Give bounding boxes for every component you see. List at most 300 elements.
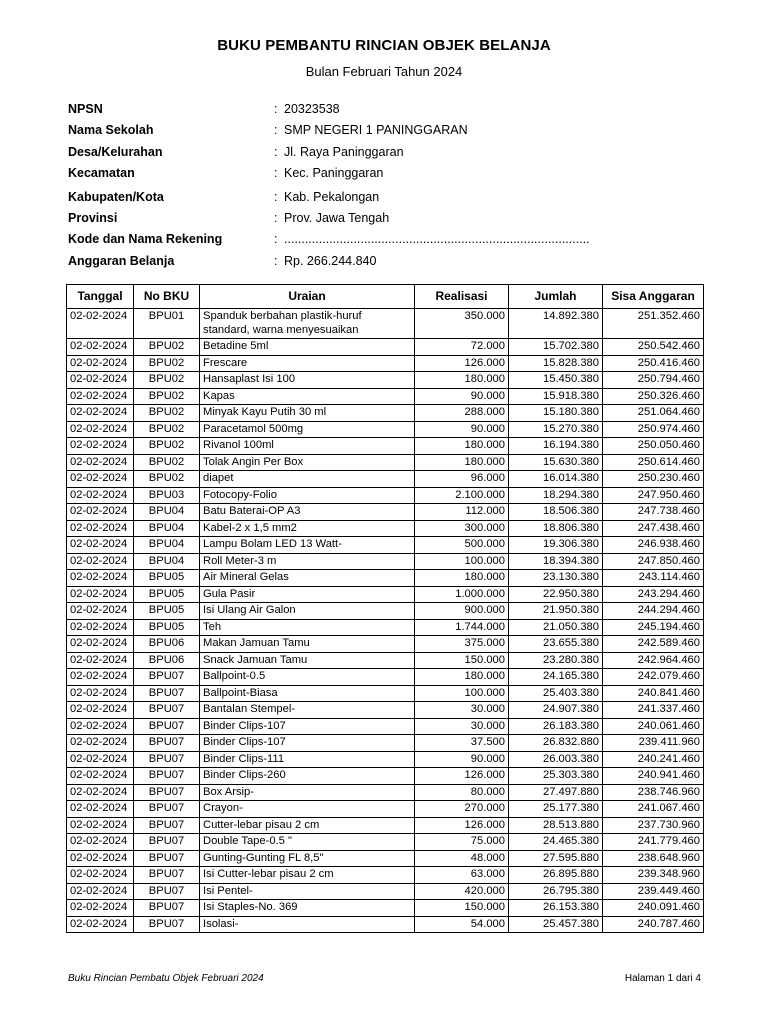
cell-tanggal: 02-02-2024: [67, 553, 134, 570]
cell-jumlah: 26.795.380: [509, 883, 603, 900]
cell-no-bku: BPU06: [134, 652, 200, 669]
cell-tanggal: 02-02-2024: [67, 504, 134, 521]
page-title: BUKU PEMBANTU RINCIAN OBJEK BELANJA: [217, 37, 551, 54]
cell-tanggal: 02-02-2024: [67, 421, 134, 438]
cell-uraian: Binder Clips-107: [200, 718, 415, 735]
cell-jumlah: 26.183.380: [509, 718, 603, 735]
cell-sisa-anggaran: 244.294.460: [603, 603, 704, 620]
cell-realisasi: 900.000: [415, 603, 509, 620]
cell-sisa-anggaran: 239.411.960: [603, 735, 704, 752]
cell-uraian: Isolasi-: [200, 916, 415, 933]
cell-no-bku: BPU07: [134, 718, 200, 735]
cell-uraian: Binder Clips-107: [200, 735, 415, 752]
cell-no-bku: BPU04: [134, 553, 200, 570]
cell-sisa-anggaran: 247.738.460: [603, 504, 704, 521]
cell-sisa-anggaran: 242.079.460: [603, 669, 704, 686]
cell-no-bku: BPU05: [134, 586, 200, 603]
cell-jumlah: 23.280.380: [509, 652, 603, 669]
cell-no-bku: BPU02: [134, 388, 200, 405]
cell-no-bku: BPU07: [134, 784, 200, 801]
cell-uraian: Paracetamol 500mg: [200, 421, 415, 438]
table-row: [67, 438, 704, 455]
cell-no-bku: BPU07: [134, 916, 200, 933]
cell-realisasi: 100.000: [415, 553, 509, 570]
table-row: [67, 652, 704, 669]
cell-realisasi: 288.000: [415, 405, 509, 422]
cell-uraian: Hansaplast Isi 100: [200, 372, 415, 389]
cell-realisasi: 54.000: [415, 916, 509, 933]
cell-jumlah: 28.513.880: [509, 817, 603, 834]
cell-no-bku: BPU02: [134, 339, 200, 356]
cell-sisa-anggaran: 251.352.460: [603, 309, 704, 339]
cell-no-bku: BPU07: [134, 817, 200, 834]
cell-realisasi: 80.000: [415, 784, 509, 801]
cell-jumlah: 16.014.380: [509, 471, 603, 488]
table-row: [67, 751, 704, 768]
info-value: Rp. 266.244.840: [284, 253, 377, 268]
cell-jumlah: 22.950.380: [509, 586, 603, 603]
table-row: [67, 900, 704, 917]
cell-jumlah: 18.394.380: [509, 553, 603, 570]
cell-jumlah: 24.165.380: [509, 669, 603, 686]
info-value: Kab. Pekalongan: [284, 189, 380, 204]
cell-sisa-anggaran: 247.950.460: [603, 487, 704, 504]
table-row: [67, 768, 704, 785]
info-row: [68, 187, 668, 208]
cell-sisa-anggaran: 250.050.460: [603, 438, 704, 455]
cell-no-bku: BPU02: [134, 421, 200, 438]
table-row: [67, 586, 704, 603]
cell-jumlah: 25.403.380: [509, 685, 603, 702]
cell-jumlah: 15.270.380: [509, 421, 603, 438]
info-separator: :: [274, 166, 278, 181]
cell-jumlah: 27.497.880: [509, 784, 603, 801]
table-row: [67, 784, 704, 801]
cell-realisasi: 72.000: [415, 339, 509, 356]
cell-realisasi: 90.000: [415, 751, 509, 768]
cell-realisasi: 180.000: [415, 372, 509, 389]
footer-page-number: Halaman 1 dari 4: [624, 973, 701, 984]
cell-sisa-anggaran: 240.787.460: [603, 916, 704, 933]
info-value: Kec. Paninggaran: [284, 166, 384, 181]
cell-tanggal: 02-02-2024: [67, 867, 134, 884]
cell-tanggal: 02-02-2024: [67, 702, 134, 719]
cell-jumlah: 26.832.880: [509, 735, 603, 752]
cell-tanggal: 02-02-2024: [67, 619, 134, 636]
cell-uraian: Lampu Bolam LED 13 Watt-: [200, 537, 415, 554]
cell-tanggal: 02-02-2024: [67, 916, 134, 933]
cell-uraian: Snack Jamuan Tamu: [200, 652, 415, 669]
table-row: [67, 405, 704, 422]
cell-realisasi: 112.000: [415, 504, 509, 521]
cell-uraian: diapet: [200, 471, 415, 488]
cell-sisa-anggaran: 250.416.460: [603, 355, 704, 372]
cell-sisa-anggaran: 241.067.460: [603, 801, 704, 818]
cell-tanggal: 02-02-2024: [67, 355, 134, 372]
table-row: [67, 504, 704, 521]
cell-tanggal: 02-02-2024: [67, 487, 134, 504]
cell-tanggal: 02-02-2024: [67, 685, 134, 702]
cell-uraian: Rivanol 100ml: [200, 438, 415, 455]
cell-realisasi: 63.000: [415, 867, 509, 884]
cell-jumlah: 25.457.380: [509, 916, 603, 933]
info-row: [68, 251, 668, 272]
cell-uraian: Binder Clips-260: [200, 768, 415, 785]
cell-realisasi: 150.000: [415, 652, 509, 669]
cell-jumlah: 16.194.380: [509, 438, 603, 455]
cell-tanggal: 02-02-2024: [67, 603, 134, 620]
cell-jumlah: 24.465.380: [509, 834, 603, 851]
cell-jumlah: 15.702.380: [509, 339, 603, 356]
cell-sisa-anggaran: 245.194.460: [603, 619, 704, 636]
cell-jumlah: 19.306.380: [509, 537, 603, 554]
cell-uraian: Batu Baterai-OP A3: [200, 504, 415, 521]
table-row: [67, 471, 704, 488]
cell-realisasi: 2.100.000: [415, 487, 509, 504]
cell-realisasi: 30.000: [415, 702, 509, 719]
cell-realisasi: 90.000: [415, 421, 509, 438]
table-row: [67, 487, 704, 504]
cell-no-bku: BPU07: [134, 883, 200, 900]
cell-uraian: Gula Pasir: [200, 586, 415, 603]
cell-realisasi: 30.000: [415, 718, 509, 735]
cell-uraian: Spanduk berbahan plastik-huruf standard, warna menyesuaikan: [200, 309, 415, 339]
cell-tanggal: 02-02-2024: [67, 751, 134, 768]
cell-jumlah: 15.450.380: [509, 372, 603, 389]
cell-sisa-anggaran: 250.974.460: [603, 421, 704, 438]
cell-sisa-anggaran: 237.730.960: [603, 817, 704, 834]
info-row: [68, 208, 668, 229]
cell-sisa-anggaran: 241.337.460: [603, 702, 704, 719]
cell-no-bku: BPU02: [134, 454, 200, 471]
cell-sisa-anggaran: 247.438.460: [603, 520, 704, 537]
table-row: [67, 883, 704, 900]
col-header-sisa-anggaran: Sisa Anggaran: [603, 285, 704, 309]
cell-no-bku: BPU02: [134, 438, 200, 455]
cell-realisasi: 500.000: [415, 537, 509, 554]
cell-no-bku: BPU05: [134, 603, 200, 620]
cell-uraian: Frescare: [200, 355, 415, 372]
cell-no-bku: BPU02: [134, 405, 200, 422]
cell-tanggal: 02-02-2024: [67, 768, 134, 785]
cell-realisasi: 150.000: [415, 900, 509, 917]
table-row: [67, 537, 704, 554]
cell-no-bku: BPU04: [134, 504, 200, 521]
cell-no-bku: BPU04: [134, 520, 200, 537]
cell-uraian: Makan Jamuan Tamu: [200, 636, 415, 653]
table-row: [67, 520, 704, 537]
table-row: [67, 339, 704, 356]
col-header-no-bku: No BKU: [134, 285, 200, 309]
cell-sisa-anggaran: 239.348.960: [603, 867, 704, 884]
cell-realisasi: 1.000.000: [415, 586, 509, 603]
cell-jumlah: 24.907.380: [509, 702, 603, 719]
cell-sisa-anggaran: 251.064.460: [603, 405, 704, 422]
cell-tanggal: 02-02-2024: [67, 652, 134, 669]
cell-no-bku: BPU07: [134, 900, 200, 917]
cell-realisasi: 180.000: [415, 438, 509, 455]
cell-sisa-anggaran: 250.230.460: [603, 471, 704, 488]
cell-jumlah: 21.050.380: [509, 619, 603, 636]
cell-no-bku: BPU05: [134, 619, 200, 636]
cell-sisa-anggaran: 238.746.960: [603, 784, 704, 801]
info-row: [68, 142, 668, 163]
cell-sisa-anggaran: 241.779.460: [603, 834, 704, 851]
cell-no-bku: BPU07: [134, 867, 200, 884]
cell-realisasi: 420.000: [415, 883, 509, 900]
table-body: [67, 309, 704, 933]
table-row: [67, 817, 704, 834]
cell-tanggal: 02-02-2024: [67, 537, 134, 554]
cell-sisa-anggaran: 242.589.460: [603, 636, 704, 653]
cell-jumlah: 23.655.380: [509, 636, 603, 653]
cell-tanggal: 02-02-2024: [67, 405, 134, 422]
cell-tanggal: 02-02-2024: [67, 570, 134, 587]
cell-realisasi: 1.744.000: [415, 619, 509, 636]
info-value: ........................................................................................: [284, 232, 590, 247]
table-row: [67, 388, 704, 405]
cell-uraian: Bantalan Stempel-: [200, 702, 415, 719]
cell-jumlah: 15.918.380: [509, 388, 603, 405]
info-label: Desa/Kelurahan: [68, 144, 163, 159]
table-row: [67, 636, 704, 653]
cell-jumlah: 27.595.880: [509, 850, 603, 867]
cell-realisasi: 270.000: [415, 801, 509, 818]
cell-jumlah: 26.153.380: [509, 900, 603, 917]
cell-no-bku: BPU03: [134, 487, 200, 504]
table-row: [67, 801, 704, 818]
cell-uraian: Air Mineral Gelas: [200, 570, 415, 587]
cell-realisasi: 180.000: [415, 454, 509, 471]
cell-no-bku: BPU01: [134, 309, 200, 339]
cell-no-bku: BPU04: [134, 537, 200, 554]
cell-realisasi: 100.000: [415, 685, 509, 702]
cell-uraian: Kapas: [200, 388, 415, 405]
cell-realisasi: 90.000: [415, 388, 509, 405]
table-row: [67, 702, 704, 719]
info-value: Prov. Jawa Tengah: [284, 210, 390, 225]
info-label: Anggaran Belanja: [68, 253, 175, 268]
info-row: [68, 120, 668, 141]
info-row: [68, 229, 668, 250]
cell-tanggal: 02-02-2024: [67, 834, 134, 851]
cell-no-bku: BPU07: [134, 768, 200, 785]
cell-sisa-anggaran: 240.941.460: [603, 768, 704, 785]
info-value: Jl. Raya Paninggaran: [284, 144, 404, 159]
cell-no-bku: BPU02: [134, 355, 200, 372]
cell-realisasi: 37.500: [415, 735, 509, 752]
info-separator: :: [274, 189, 278, 204]
cell-tanggal: 02-02-2024: [67, 883, 134, 900]
cell-jumlah: 15.180.380: [509, 405, 603, 422]
info-separator: :: [274, 123, 278, 138]
cell-sisa-anggaran: 238.648.960: [603, 850, 704, 867]
cell-tanggal: 02-02-2024: [67, 520, 134, 537]
cell-tanggal: 02-02-2024: [67, 900, 134, 917]
cell-jumlah: 25.303.380: [509, 768, 603, 785]
table-row: [67, 850, 704, 867]
cell-realisasi: 75.000: [415, 834, 509, 851]
cell-realisasi: 180.000: [415, 570, 509, 587]
cell-jumlah: 23.130.380: [509, 570, 603, 587]
cell-no-bku: BPU07: [134, 735, 200, 752]
table-row: [67, 735, 704, 752]
info-separator: :: [274, 253, 278, 268]
info-label: Kabupaten/Kota: [68, 189, 164, 204]
table-row: [67, 867, 704, 884]
cell-tanggal: 02-02-2024: [67, 388, 134, 405]
cell-realisasi: 350.000: [415, 309, 509, 339]
table-row: [67, 309, 704, 339]
cell-uraian: Binder Clips-111: [200, 751, 415, 768]
cell-tanggal: 02-02-2024: [67, 817, 134, 834]
cell-no-bku: BPU07: [134, 669, 200, 686]
cell-tanggal: 02-02-2024: [67, 372, 134, 389]
info-value: SMP NEGERI 1 PANINGGARAN: [284, 123, 468, 138]
cell-uraian: Betadine 5ml: [200, 339, 415, 356]
cell-jumlah: 18.294.380: [509, 487, 603, 504]
info-row: [68, 99, 668, 120]
cell-sisa-anggaran: 250.794.460: [603, 372, 704, 389]
cell-no-bku: BPU07: [134, 685, 200, 702]
cell-uraian: Box Arsip-: [200, 784, 415, 801]
cell-tanggal: 02-02-2024: [67, 339, 134, 356]
col-header-tanggal: Tanggal: [67, 285, 134, 309]
cell-uraian: Roll Meter-3 m: [200, 553, 415, 570]
cell-no-bku: BPU07: [134, 850, 200, 867]
cell-uraian: Crayon-: [200, 801, 415, 818]
cell-tanggal: 02-02-2024: [67, 471, 134, 488]
table-row: [67, 421, 704, 438]
info-label: NPSN: [68, 102, 103, 116]
cell-realisasi: 126.000: [415, 768, 509, 785]
cell-tanggal: 02-02-2024: [67, 586, 134, 603]
page-subtitle: Bulan Februari Tahun 2024: [305, 64, 463, 79]
cell-realisasi: 126.000: [415, 817, 509, 834]
cell-uraian: Ballpoint-Biasa: [200, 685, 415, 702]
table-row: [67, 669, 704, 686]
cell-tanggal: 02-02-2024: [67, 784, 134, 801]
cell-sisa-anggaran: 243.114.460: [603, 570, 704, 587]
cell-tanggal: 02-02-2024: [67, 438, 134, 455]
cell-no-bku: BPU07: [134, 834, 200, 851]
table-row: [67, 603, 704, 620]
table-row: [67, 454, 704, 471]
cell-uraian: Isi Staples-No. 369: [200, 900, 415, 917]
info-label: Kecamatan: [68, 166, 135, 181]
cell-realisasi: 96.000: [415, 471, 509, 488]
cell-sisa-anggaran: 240.091.460: [603, 900, 704, 917]
cell-uraian: Minyak Kayu Putih 30 ml: [200, 405, 415, 422]
cell-realisasi: 375.000: [415, 636, 509, 653]
cell-uraian: Cutter-lebar pisau 2 cm: [200, 817, 415, 834]
cell-tanggal: 02-02-2024: [67, 801, 134, 818]
table-row: [67, 372, 704, 389]
cell-sisa-anggaran: 239.449.460: [603, 883, 704, 900]
table-row: [67, 685, 704, 702]
cell-uraian: Isi Cutter-lebar pisau 2 cm: [200, 867, 415, 884]
cell-sisa-anggaran: 250.614.460: [603, 454, 704, 471]
cell-uraian: Ballpoint-0.5: [200, 669, 415, 686]
info-separator: :: [274, 102, 278, 116]
info-label: Kode dan Nama Rekening: [68, 232, 223, 247]
info-separator: :: [274, 210, 278, 225]
cell-uraian: Tolak Angin Per Box: [200, 454, 415, 471]
cell-sisa-anggaran: 250.542.460: [603, 339, 704, 356]
cell-uraian: Isi Pentel-: [200, 883, 415, 900]
cell-tanggal: 02-02-2024: [67, 735, 134, 752]
info-value: 20323538: [284, 102, 340, 116]
table-row: [67, 570, 704, 587]
col-header-realisasi: Realisasi: [415, 285, 509, 309]
cell-no-bku: BPU07: [134, 702, 200, 719]
cell-jumlah: 15.828.380: [509, 355, 603, 372]
cell-sisa-anggaran: 250.326.460: [603, 388, 704, 405]
info-label: Provinsi: [68, 210, 118, 225]
cell-jumlah: 26.895.880: [509, 867, 603, 884]
cell-sisa-anggaran: 247.850.460: [603, 553, 704, 570]
cell-no-bku: BPU05: [134, 570, 200, 587]
cell-jumlah: 21.950.380: [509, 603, 603, 620]
table-row: [67, 916, 704, 933]
cell-jumlah: 26.003.380: [509, 751, 603, 768]
cell-no-bku: BPU02: [134, 372, 200, 389]
cell-sisa-anggaran: 246.938.460: [603, 537, 704, 554]
cell-sisa-anggaran: 243.294.460: [603, 586, 704, 603]
cell-jumlah: 15.630.380: [509, 454, 603, 471]
table-row: [67, 355, 704, 372]
cell-tanggal: 02-02-2024: [67, 454, 134, 471]
cell-uraian: Double Tape-0.5 ": [200, 834, 415, 851]
cell-no-bku: BPU02: [134, 471, 200, 488]
col-header-jumlah: Jumlah: [509, 285, 603, 309]
cell-tanggal: 02-02-2024: [67, 850, 134, 867]
cell-uraian: Gunting-Gunting FL 8,5": [200, 850, 415, 867]
cell-realisasi: 180.000: [415, 669, 509, 686]
info-section: [68, 99, 668, 272]
info-row: [68, 163, 668, 184]
cell-sisa-anggaran: 240.061.460: [603, 718, 704, 735]
info-separator: :: [274, 232, 278, 247]
table-header-row: [67, 285, 704, 309]
cell-jumlah: 25.177.380: [509, 801, 603, 818]
cell-jumlah: 18.506.380: [509, 504, 603, 521]
cell-sisa-anggaran: 242.964.460: [603, 652, 704, 669]
cell-no-bku: BPU07: [134, 751, 200, 768]
cell-uraian: Teh: [200, 619, 415, 636]
cell-tanggal: 02-02-2024: [67, 669, 134, 686]
cell-uraian: Isi Ulang Air Galon: [200, 603, 415, 620]
ledger-table: [66, 284, 704, 933]
cell-sisa-anggaran: 240.841.460: [603, 685, 704, 702]
cell-tanggal: 02-02-2024: [67, 718, 134, 735]
footer-document-name: Buku Rincian Pembatu Objek Februari 2024: [68, 973, 264, 984]
info-separator: :: [274, 144, 278, 159]
cell-tanggal: 02-02-2024: [67, 636, 134, 653]
cell-sisa-anggaran: 240.241.460: [603, 751, 704, 768]
cell-uraian: Fotocopy-Folio: [200, 487, 415, 504]
cell-realisasi: 126.000: [415, 355, 509, 372]
cell-jumlah: 18.806.380: [509, 520, 603, 537]
table-row: [67, 619, 704, 636]
col-header-uraian: Uraian: [200, 285, 415, 309]
cell-tanggal: 02-02-2024: [67, 309, 134, 339]
cell-realisasi: 48.000: [415, 850, 509, 867]
cell-uraian: Kabel-2 x 1,5 mm2: [200, 520, 415, 537]
cell-no-bku: BPU06: [134, 636, 200, 653]
cell-realisasi: 300.000: [415, 520, 509, 537]
info-label: Nama Sekolah: [68, 123, 154, 138]
